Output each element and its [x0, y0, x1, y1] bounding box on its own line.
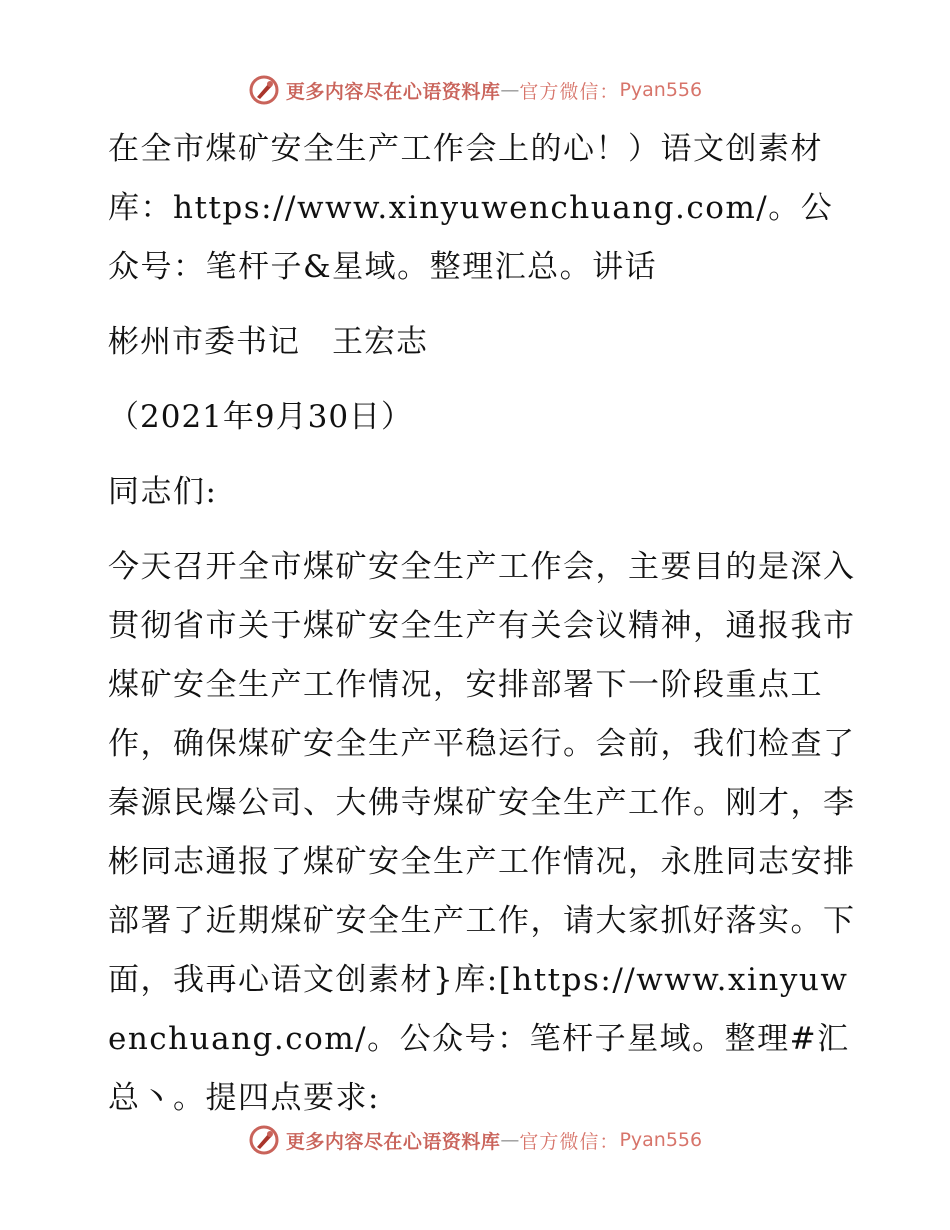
- watermark-wechat-id: Pyan556: [619, 79, 703, 101]
- date-line: （2021年9月30日）: [108, 399, 414, 435]
- watermark-banner-bottom: [0, 1122, 950, 1158]
- salutation: 同志们:: [108, 474, 218, 510]
- pen-circle-icon: [248, 1124, 280, 1156]
- title-paragraph: 在全市煤矿安全生产工作会上的心！）语文创素材库：https://www.xinyuwenchuang.com/。公众号：笔杆子&星域。整理汇总。讲话: [108, 131, 834, 285]
- pen-circle-icon: [248, 74, 280, 106]
- watermark-official-label: 官方微信：: [519, 80, 620, 103]
- watermark-separator: —: [500, 79, 520, 101]
- body-paragraph: 今天召开全市煤矿安全生产工作会，主要目的是深入贯彻省市关于煤矿安全生产有关会议精神，通报我市煤矿安全生产工作情况，安排部署下一阶段重点工作，确保煤矿安全生产平稳运行。会前，我们检查了秦源民爆公司、大佛寺煤矿安全生产工作。刚才，李彬同志通报了煤矿安全生产工作情况，永胜同志安排部署了近期煤矿安全生产工作，请大家抓好落实。下面，我再心语文创素材}库:[https://www.xinyuwenchuang.com/。公众号：笔杆子星域。整理#汇总丶。提四点要求:: [108, 549, 856, 1116]
- document-body: [100, 120, 860, 1144]
- watermark-official-label: 官方微信：: [519, 1130, 620, 1153]
- watermark-promo-text: 更多内容尽在心语资料库: [285, 80, 501, 103]
- watermark-banner-top: [0, 72, 950, 108]
- watermark-promo-text: 更多内容尽在心语资料库: [285, 1130, 501, 1153]
- watermark-wechat-id: Pyan556: [619, 1129, 703, 1151]
- author-line: 彬州市委书记 王宏志: [108, 324, 428, 360]
- watermark-separator: —: [500, 1129, 520, 1151]
